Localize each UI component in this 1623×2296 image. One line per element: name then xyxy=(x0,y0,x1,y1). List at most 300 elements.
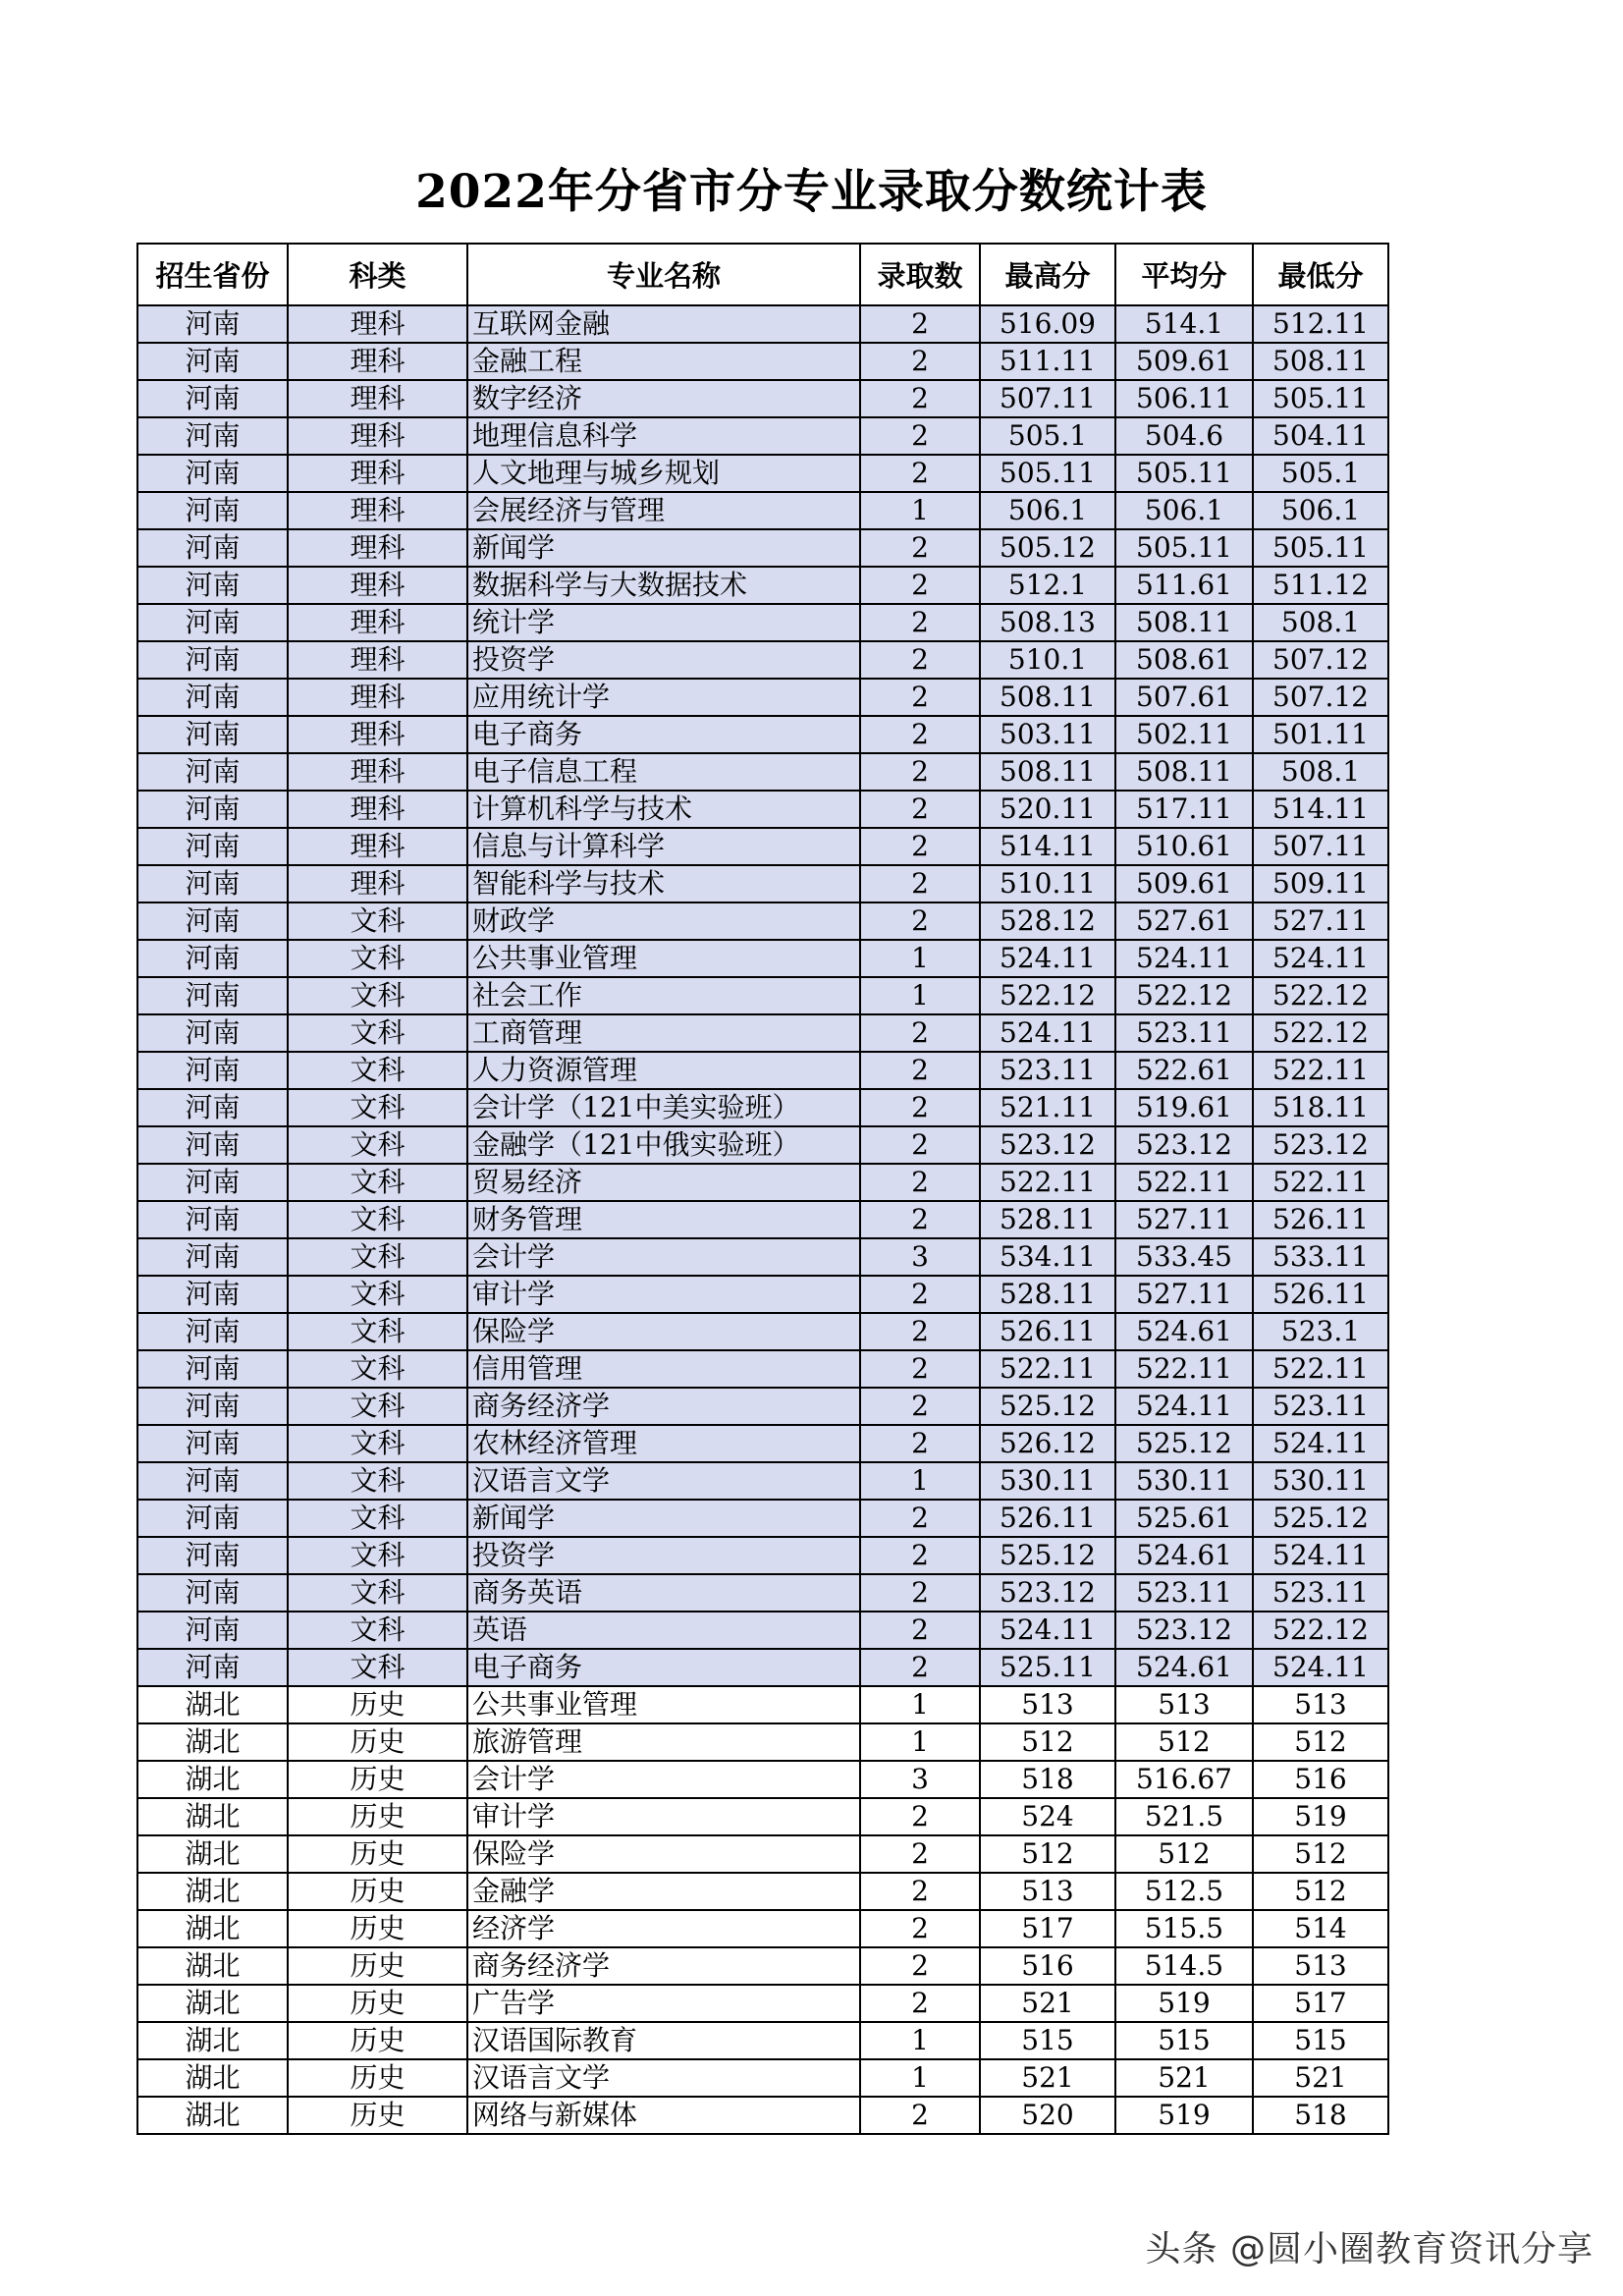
cell-min-score: 524.11 xyxy=(1253,1649,1388,1686)
cell-admitted-count: 1 xyxy=(860,2022,980,2059)
table-body xyxy=(137,305,1388,2134)
cell-major: 金融学（121中俄实验班） xyxy=(467,1126,860,1164)
cell-admitted-count: 2 xyxy=(860,1313,980,1350)
cell-avg-score: 512.5 xyxy=(1115,1873,1253,1910)
cell-category: 文科 xyxy=(288,1574,467,1612)
cell-province: 湖北 xyxy=(137,2059,288,2097)
cell-avg-score: 511.61 xyxy=(1115,567,1253,604)
cell-major: 汉语言文学 xyxy=(467,2059,860,2097)
cell-admitted-count: 1 xyxy=(860,1723,980,1761)
header-max-score: 最高分 xyxy=(980,244,1115,305)
table-row xyxy=(137,1835,1388,1873)
cell-major: 财务管理 xyxy=(467,1201,860,1238)
cell-min-score: 522.12 xyxy=(1253,977,1388,1014)
cell-major: 贸易经济 xyxy=(467,1164,860,1201)
cell-major: 地理信息科学 xyxy=(467,417,860,455)
cell-admitted-count: 2 xyxy=(860,1947,980,1985)
cell-province: 河南 xyxy=(137,1500,288,1537)
table-row xyxy=(137,1201,1388,1238)
cell-province: 河南 xyxy=(137,455,288,492)
cell-min-score: 512 xyxy=(1253,1835,1388,1873)
cell-max-score: 528.11 xyxy=(980,1201,1115,1238)
cell-province: 河南 xyxy=(137,305,288,343)
cell-max-score: 530.11 xyxy=(980,1462,1115,1500)
cell-category: 历史 xyxy=(288,1910,467,1947)
cell-category: 理科 xyxy=(288,529,467,567)
cell-avg-score: 517.11 xyxy=(1115,791,1253,828)
cell-avg-score: 509.61 xyxy=(1115,343,1253,380)
cell-avg-score: 514.5 xyxy=(1115,1947,1253,1985)
cell-province: 湖北 xyxy=(137,1873,288,1910)
table-row xyxy=(137,716,1388,753)
cell-admitted-count: 2 xyxy=(860,902,980,940)
cell-province: 河南 xyxy=(137,716,288,753)
cell-category: 文科 xyxy=(288,1052,467,1089)
cell-category: 文科 xyxy=(288,1537,467,1574)
cell-category: 理科 xyxy=(288,679,467,716)
cell-min-score: 508.1 xyxy=(1253,604,1388,641)
table-row xyxy=(137,1798,1388,1835)
cell-avg-score: 521 xyxy=(1115,2059,1253,2097)
cell-max-score: 534.11 xyxy=(980,1238,1115,1276)
cell-province: 河南 xyxy=(137,417,288,455)
cell-admitted-count: 2 xyxy=(860,305,980,343)
table-row xyxy=(137,343,1388,380)
cell-avg-score: 519.61 xyxy=(1115,1089,1253,1126)
table-row xyxy=(137,1723,1388,1761)
cell-admitted-count: 1 xyxy=(860,1686,980,1723)
cell-province: 河南 xyxy=(137,1052,288,1089)
cell-max-score: 524.11 xyxy=(980,1612,1115,1649)
cell-avg-score: 508.61 xyxy=(1115,641,1253,679)
table-row xyxy=(137,305,1388,343)
table-row xyxy=(137,679,1388,716)
cell-province: 河南 xyxy=(137,1201,288,1238)
table-header-row xyxy=(137,244,1388,305)
header-min-score: 最低分 xyxy=(1253,244,1388,305)
cell-province: 湖北 xyxy=(137,1686,288,1723)
cell-admitted-count: 2 xyxy=(860,828,980,865)
cell-admitted-count: 2 xyxy=(860,1201,980,1238)
cell-admitted-count: 2 xyxy=(860,1798,980,1835)
cell-max-score: 518 xyxy=(980,1761,1115,1798)
table-row xyxy=(137,1761,1388,1798)
cell-province: 河南 xyxy=(137,679,288,716)
cell-category: 文科 xyxy=(288,1201,467,1238)
header-admitted-count: 录取数 xyxy=(860,244,980,305)
cell-min-score: 525.12 xyxy=(1253,1500,1388,1537)
cell-max-score: 520 xyxy=(980,2097,1115,2134)
cell-major: 保险学 xyxy=(467,1313,860,1350)
cell-province: 河南 xyxy=(137,1425,288,1462)
cell-min-score: 506.1 xyxy=(1253,492,1388,529)
cell-max-score: 516 xyxy=(980,1947,1115,1985)
cell-category: 理科 xyxy=(288,380,467,417)
cell-major: 工商管理 xyxy=(467,1014,860,1052)
table-row xyxy=(137,1649,1388,1686)
cell-max-score: 522.11 xyxy=(980,1164,1115,1201)
cell-avg-score: 525.12 xyxy=(1115,1425,1253,1462)
cell-admitted-count: 2 xyxy=(860,1164,980,1201)
cell-avg-score: 527.61 xyxy=(1115,902,1253,940)
cell-category: 文科 xyxy=(288,1126,467,1164)
cell-major: 英语 xyxy=(467,1612,860,1649)
cell-avg-score: 510.61 xyxy=(1115,828,1253,865)
cell-avg-score: 508.11 xyxy=(1115,604,1253,641)
cell-min-score: 523.11 xyxy=(1253,1388,1388,1425)
cell-avg-score: 502.11 xyxy=(1115,716,1253,753)
cell-avg-score: 525.61 xyxy=(1115,1500,1253,1537)
cell-category: 文科 xyxy=(288,1238,467,1276)
cell-major: 会计学 xyxy=(467,1238,860,1276)
table-row xyxy=(137,1574,1388,1612)
cell-avg-score: 523.12 xyxy=(1115,1126,1253,1164)
cell-min-score: 513 xyxy=(1253,1947,1388,1985)
table-row xyxy=(137,529,1388,567)
cell-major: 信用管理 xyxy=(467,1350,860,1388)
cell-major: 金融工程 xyxy=(467,343,860,380)
cell-admitted-count: 2 xyxy=(860,1612,980,1649)
cell-major: 商务英语 xyxy=(467,1574,860,1612)
cell-avg-score: 506.1 xyxy=(1115,492,1253,529)
cell-admitted-count: 2 xyxy=(860,1089,980,1126)
cell-max-score: 528.12 xyxy=(980,902,1115,940)
cell-min-score: 512 xyxy=(1253,1723,1388,1761)
cell-min-score: 522.11 xyxy=(1253,1164,1388,1201)
cell-avg-score: 524.11 xyxy=(1115,1388,1253,1425)
cell-major: 商务经济学 xyxy=(467,1947,860,1985)
cell-province: 河南 xyxy=(137,1574,288,1612)
table-row xyxy=(137,1089,1388,1126)
cell-avg-score: 514.1 xyxy=(1115,305,1253,343)
cell-category: 理科 xyxy=(288,753,467,791)
cell-province: 湖北 xyxy=(137,1835,288,1873)
cell-avg-score: 522.11 xyxy=(1115,1164,1253,1201)
cell-province: 河南 xyxy=(137,1164,288,1201)
cell-max-score: 512.1 xyxy=(980,567,1115,604)
cell-major: 统计学 xyxy=(467,604,860,641)
page-title: 2022年分省市分专业录取分数统计表 xyxy=(415,165,1208,219)
cell-admitted-count: 2 xyxy=(860,529,980,567)
cell-major: 投资学 xyxy=(467,641,860,679)
cell-province: 河南 xyxy=(137,753,288,791)
cell-major: 旅游管理 xyxy=(467,1723,860,1761)
cell-category: 文科 xyxy=(288,1649,467,1686)
cell-min-score: 524.11 xyxy=(1253,1425,1388,1462)
cell-min-score: 522.12 xyxy=(1253,1612,1388,1649)
cell-max-score: 520.11 xyxy=(980,791,1115,828)
table-row xyxy=(137,1947,1388,1985)
table-row xyxy=(137,1462,1388,1500)
cell-max-score: 522.11 xyxy=(980,1350,1115,1388)
cell-major: 公共事业管理 xyxy=(467,940,860,977)
cell-avg-score: 505.11 xyxy=(1115,529,1253,567)
cell-province: 河南 xyxy=(137,791,288,828)
cell-max-score: 508.11 xyxy=(980,679,1115,716)
cell-max-score: 525.12 xyxy=(980,1537,1115,1574)
table-row xyxy=(137,1014,1388,1052)
cell-avg-score: 533.45 xyxy=(1115,1238,1253,1276)
cell-province: 河南 xyxy=(137,492,288,529)
cell-min-score: 516 xyxy=(1253,1761,1388,1798)
cell-max-score: 514.11 xyxy=(980,828,1115,865)
watermark: 头条 @圆小圈教育资讯分享 xyxy=(1145,2229,1594,2269)
cell-major: 农林经济管理 xyxy=(467,1425,860,1462)
cell-major: 金融学 xyxy=(467,1873,860,1910)
cell-admitted-count: 2 xyxy=(860,1500,980,1537)
cell-category: 历史 xyxy=(288,2097,467,2134)
cell-max-score: 525.12 xyxy=(980,1388,1115,1425)
cell-admitted-count: 2 xyxy=(860,1052,980,1089)
cell-max-score: 521 xyxy=(980,1985,1115,2022)
cell-category: 理科 xyxy=(288,455,467,492)
cell-avg-score: 524.61 xyxy=(1115,1537,1253,1574)
cell-min-score: 501.11 xyxy=(1253,716,1388,753)
cell-admitted-count: 2 xyxy=(860,641,980,679)
cell-province: 河南 xyxy=(137,1537,288,1574)
table-row xyxy=(137,791,1388,828)
cell-province: 河南 xyxy=(137,604,288,641)
cell-avg-score: 512 xyxy=(1115,1723,1253,1761)
cell-major: 社会工作 xyxy=(467,977,860,1014)
cell-admitted-count: 2 xyxy=(860,2097,980,2134)
cell-major: 审计学 xyxy=(467,1276,860,1313)
cell-major: 会展经济与管理 xyxy=(467,492,860,529)
cell-category: 理科 xyxy=(288,716,467,753)
cell-min-score: 511.12 xyxy=(1253,567,1388,604)
cell-major: 公共事业管理 xyxy=(467,1686,860,1723)
cell-avg-score: 523.11 xyxy=(1115,1014,1253,1052)
cell-min-score: 509.11 xyxy=(1253,865,1388,902)
cell-province: 河南 xyxy=(137,1313,288,1350)
cell-max-score: 512 xyxy=(980,1723,1115,1761)
cell-avg-score: 519 xyxy=(1115,1985,1253,2022)
header-province: 招生省份 xyxy=(137,244,288,305)
cell-avg-score: 508.11 xyxy=(1115,753,1253,791)
cell-min-score: 526.11 xyxy=(1253,1276,1388,1313)
cell-category: 历史 xyxy=(288,2059,467,2097)
cell-province: 河南 xyxy=(137,343,288,380)
cell-min-score: 508.1 xyxy=(1253,753,1388,791)
cell-max-score: 523.11 xyxy=(980,1052,1115,1089)
table-row xyxy=(137,1388,1388,1425)
cell-province: 河南 xyxy=(137,1388,288,1425)
cell-avg-score: 507.61 xyxy=(1115,679,1253,716)
cell-province: 河南 xyxy=(137,1462,288,1500)
cell-admitted-count: 2 xyxy=(860,1126,980,1164)
table-row xyxy=(137,1910,1388,1947)
cell-avg-score: 505.11 xyxy=(1115,455,1253,492)
cell-major: 投资学 xyxy=(467,1537,860,1574)
cell-category: 历史 xyxy=(288,1798,467,1835)
table-row xyxy=(137,753,1388,791)
cell-max-score: 528.11 xyxy=(980,1276,1115,1313)
cell-min-score: 533.11 xyxy=(1253,1238,1388,1276)
cell-min-score: 504.11 xyxy=(1253,417,1388,455)
cell-admitted-count: 2 xyxy=(860,1537,980,1574)
cell-avg-score: 524.61 xyxy=(1115,1649,1253,1686)
table-row xyxy=(137,940,1388,977)
cell-max-score: 523.12 xyxy=(980,1126,1115,1164)
cell-major: 智能科学与技术 xyxy=(467,865,860,902)
cell-major: 会计学 xyxy=(467,1761,860,1798)
cell-admitted-count: 3 xyxy=(860,1761,980,1798)
cell-max-score: 516.09 xyxy=(980,305,1115,343)
cell-min-score: 522.11 xyxy=(1253,1052,1388,1089)
cell-category: 文科 xyxy=(288,902,467,940)
cell-admitted-count: 2 xyxy=(860,791,980,828)
cell-major: 汉语国际教育 xyxy=(467,2022,860,2059)
cell-admitted-count: 2 xyxy=(860,380,980,417)
cell-max-score: 524.11 xyxy=(980,1014,1115,1052)
cell-category: 文科 xyxy=(288,1014,467,1052)
cell-max-score: 503.11 xyxy=(980,716,1115,753)
cell-min-score: 505.11 xyxy=(1253,529,1388,567)
cell-max-score: 512 xyxy=(980,1835,1115,1873)
cell-min-score: 515 xyxy=(1253,2022,1388,2059)
cell-admitted-count: 2 xyxy=(860,1910,980,1947)
cell-major: 电子商务 xyxy=(467,716,860,753)
cell-admitted-count: 2 xyxy=(860,716,980,753)
cell-avg-score: 521.5 xyxy=(1115,1798,1253,1835)
table-row xyxy=(137,1612,1388,1649)
cell-max-score: 515 xyxy=(980,2022,1115,2059)
cell-category: 历史 xyxy=(288,1835,467,1873)
cell-category: 文科 xyxy=(288,1425,467,1462)
cell-avg-score: 522.11 xyxy=(1115,1350,1253,1388)
table-row xyxy=(137,2022,1388,2059)
cell-category: 文科 xyxy=(288,1276,467,1313)
cell-major: 网络与新媒体 xyxy=(467,2097,860,2134)
cell-category: 文科 xyxy=(288,1612,467,1649)
cell-min-score: 512 xyxy=(1253,1873,1388,1910)
cell-avg-score: 527.11 xyxy=(1115,1201,1253,1238)
cell-province: 河南 xyxy=(137,1276,288,1313)
cell-province: 湖北 xyxy=(137,1798,288,1835)
cell-major: 新闻学 xyxy=(467,529,860,567)
cell-admitted-count: 1 xyxy=(860,492,980,529)
cell-category: 理科 xyxy=(288,567,467,604)
cell-province: 湖北 xyxy=(137,2097,288,2134)
table-row xyxy=(137,1686,1388,1723)
cell-major: 汉语言文学 xyxy=(467,1462,860,1500)
cell-province: 河南 xyxy=(137,380,288,417)
header-major: 专业名称 xyxy=(467,244,860,305)
cell-province: 河南 xyxy=(137,1350,288,1388)
cell-province: 河南 xyxy=(137,529,288,567)
cell-avg-score: 527.11 xyxy=(1115,1276,1253,1313)
table-row xyxy=(137,828,1388,865)
cell-max-score: 508.13 xyxy=(980,604,1115,641)
table-row xyxy=(137,865,1388,902)
cell-min-score: 512.11 xyxy=(1253,305,1388,343)
cell-admitted-count: 2 xyxy=(860,1574,980,1612)
cell-avg-score: 519 xyxy=(1115,2097,1253,2134)
cell-province: 河南 xyxy=(137,902,288,940)
table-row xyxy=(137,1873,1388,1910)
cell-category: 理科 xyxy=(288,492,467,529)
cell-max-score: 522.12 xyxy=(980,977,1115,1014)
cell-admitted-count: 2 xyxy=(860,1014,980,1052)
cell-min-score: 505.11 xyxy=(1253,380,1388,417)
cell-major: 计算机科学与技术 xyxy=(467,791,860,828)
table-row xyxy=(137,1238,1388,1276)
cell-major: 互联网金融 xyxy=(467,305,860,343)
cell-category: 历史 xyxy=(288,1947,467,1985)
cell-min-score: 522.12 xyxy=(1253,1014,1388,1052)
cell-province: 河南 xyxy=(137,567,288,604)
cell-max-score: 517 xyxy=(980,1910,1115,1947)
cell-max-score: 508.11 xyxy=(980,753,1115,791)
cell-category: 历史 xyxy=(288,1723,467,1761)
cell-major: 广告学 xyxy=(467,1985,860,2022)
cell-min-score: 507.11 xyxy=(1253,828,1388,865)
cell-min-score: 518.11 xyxy=(1253,1089,1388,1126)
cell-category: 文科 xyxy=(288,1462,467,1500)
cell-min-score: 513 xyxy=(1253,1686,1388,1723)
cell-min-score: 507.12 xyxy=(1253,641,1388,679)
cell-province: 河南 xyxy=(137,1649,288,1686)
cell-admitted-count: 1 xyxy=(860,1462,980,1500)
cell-category: 文科 xyxy=(288,1313,467,1350)
cell-max-score: 513 xyxy=(980,1873,1115,1910)
cell-max-score: 524 xyxy=(980,1798,1115,1835)
table-row xyxy=(137,1276,1388,1313)
cell-major: 人文地理与城乡规划 xyxy=(467,455,860,492)
cell-major: 电子商务 xyxy=(467,1649,860,1686)
cell-min-score: 522.11 xyxy=(1253,1350,1388,1388)
cell-category: 文科 xyxy=(288,1164,467,1201)
cell-admitted-count: 1 xyxy=(860,977,980,1014)
cell-max-score: 506.1 xyxy=(980,492,1115,529)
cell-min-score: 519 xyxy=(1253,1798,1388,1835)
header-category: 科类 xyxy=(288,244,467,305)
cell-admitted-count: 1 xyxy=(860,2059,980,2097)
cell-admitted-count: 2 xyxy=(860,343,980,380)
cell-min-score: 518 xyxy=(1253,2097,1388,2134)
cell-avg-score: 515.5 xyxy=(1115,1910,1253,1947)
cell-category: 历史 xyxy=(288,1686,467,1723)
cell-avg-score: 523.12 xyxy=(1115,1612,1253,1649)
cell-admitted-count: 2 xyxy=(860,865,980,902)
cell-max-score: 513 xyxy=(980,1686,1115,1723)
cell-admitted-count: 2 xyxy=(860,1388,980,1425)
cell-province: 河南 xyxy=(137,940,288,977)
cell-admitted-count: 2 xyxy=(860,1649,980,1686)
cell-admitted-count: 2 xyxy=(860,455,980,492)
cell-max-score: 505.1 xyxy=(980,417,1115,455)
cell-province: 河南 xyxy=(137,865,288,902)
cell-max-score: 507.11 xyxy=(980,380,1115,417)
table-row xyxy=(137,2059,1388,2097)
cell-avg-score: 522.61 xyxy=(1115,1052,1253,1089)
cell-category: 文科 xyxy=(288,977,467,1014)
cell-category: 理科 xyxy=(288,343,467,380)
cell-category: 文科 xyxy=(288,1089,467,1126)
table-row xyxy=(137,1313,1388,1350)
cell-avg-score: 516.67 xyxy=(1115,1761,1253,1798)
cell-avg-score: 524.11 xyxy=(1115,940,1253,977)
cell-min-score: 517 xyxy=(1253,1985,1388,2022)
cell-category: 理科 xyxy=(288,865,467,902)
cell-category: 文科 xyxy=(288,1500,467,1537)
cell-min-score: 505.1 xyxy=(1253,455,1388,492)
table-row xyxy=(137,1126,1388,1164)
cell-max-score: 526.11 xyxy=(980,1500,1115,1537)
table-row xyxy=(137,604,1388,641)
cell-province: 湖北 xyxy=(137,1910,288,1947)
cell-admitted-count: 2 xyxy=(860,1425,980,1462)
